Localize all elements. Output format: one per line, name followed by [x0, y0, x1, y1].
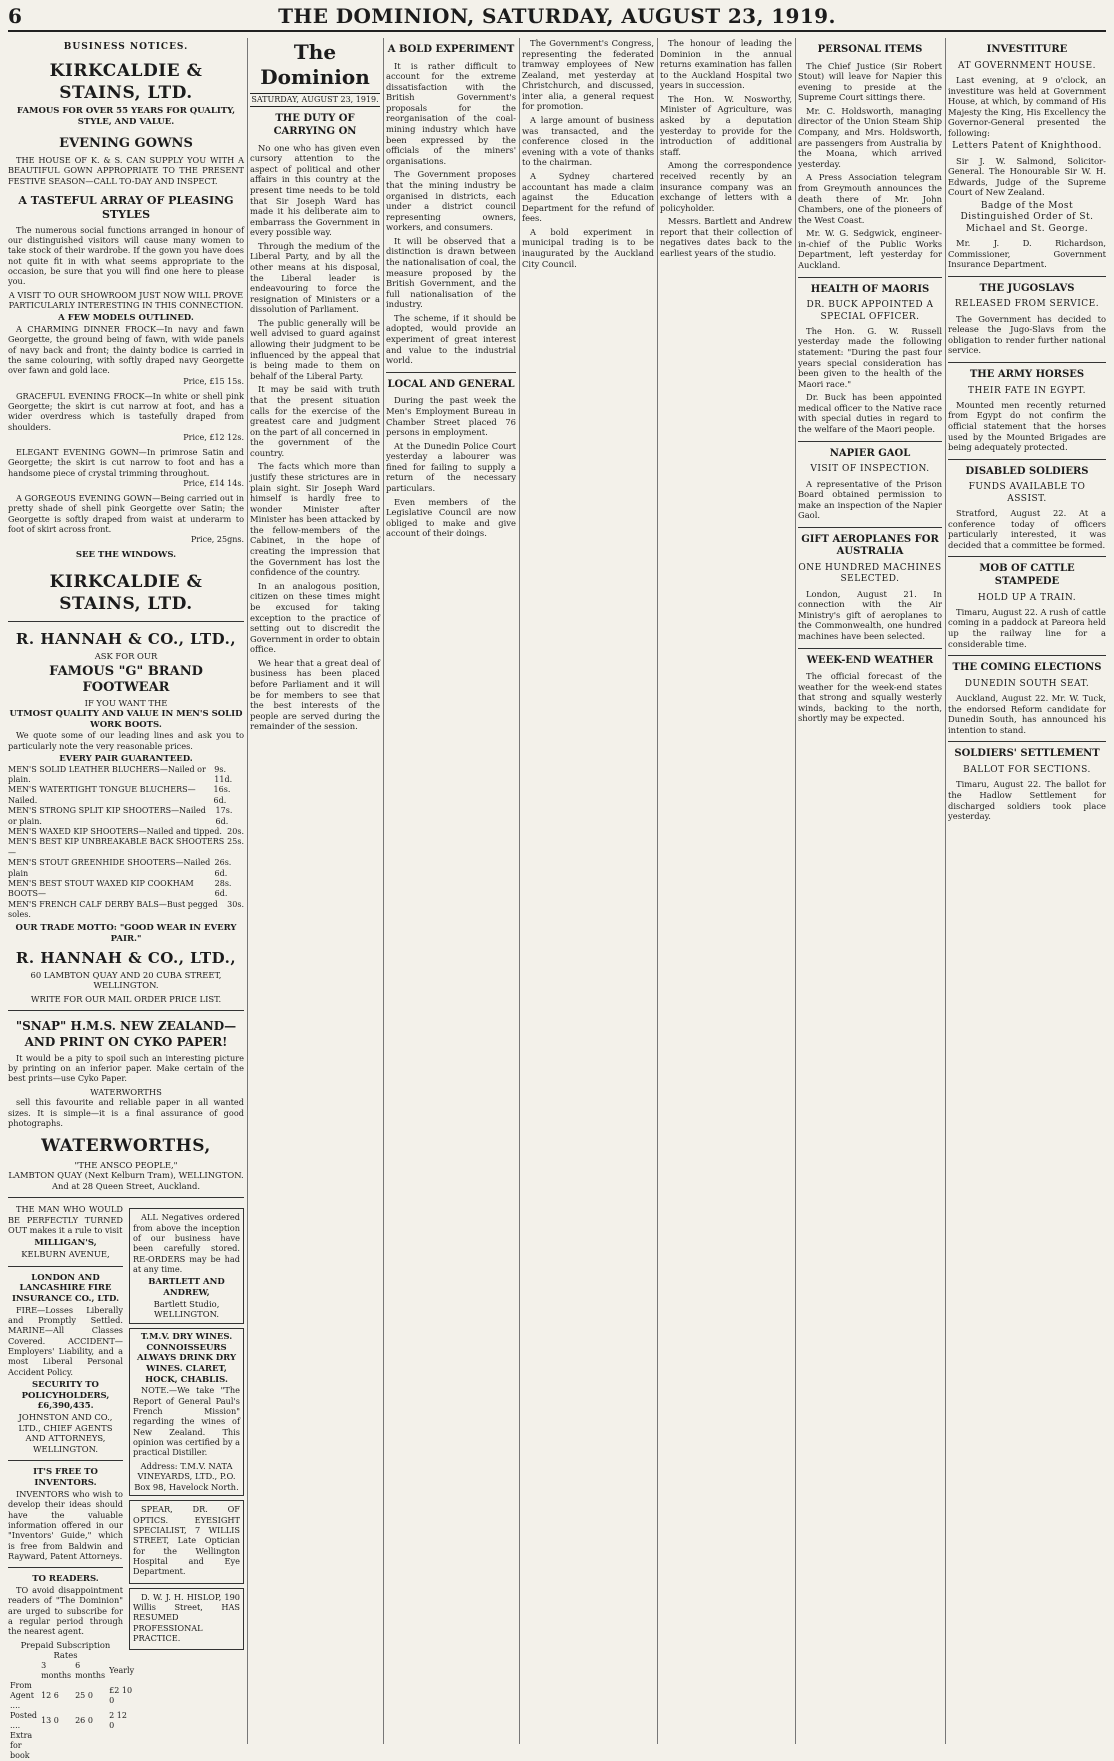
bartlett-address: Bartlett Studio, WELLINGTON. — [153, 1298, 220, 1320]
boot-price-row — [8, 806, 244, 827]
divider — [948, 556, 1106, 557]
boot-name: MEN'S FRENCH CALF DERBY BALS—Bust pegged soles. — [8, 899, 218, 920]
gown-price: Price, £12 12s. — [183, 432, 244, 442]
waterworths-body: sell this favourite and reliable paper in all wanted sizes. It is simple—it is a final assurance of good photographs. — [8, 1097, 244, 1128]
divider — [948, 362, 1106, 363]
divider — [948, 276, 1106, 277]
article-paragraph: At the Dunedin Police Court yesterday a labourer was fined for failing to supply a return of the necessary particulars. — [386, 440, 516, 493]
boot-name: MEN'S STOUT GREENHIDE SHOOTERS—Nailed plain — [8, 858, 211, 878]
column-rule — [657, 38, 658, 1744]
personal-heading: PERSONAL ITEMS — [817, 44, 923, 55]
rates-cell: 25 0 — [75, 1690, 93, 1700]
bartlett-ad — [129, 1208, 244, 1324]
gown-description: GRACEFUL EVENING FROCK—In white or shell pink Georgette; the skirt is cut narrow at foot, and has a wider overdress which is tastefully draped from shoulders. — [8, 390, 244, 432]
maoris-heading: HEALTH OF MAORIS — [810, 283, 930, 295]
bartlett-body: ALL Negatives ordered from above the inception of our business have been carefully stored. RE-ORDERS may be had at any time. — [133, 1212, 240, 1275]
inventors-body: INVENTORS who wish to develop their ideas should have the valuable information offered in our "Inventors' Guide," which is free from Baldwin and Rayward, Patent Attorneys. — [8, 1488, 123, 1561]
boot-name: MEN'S WAXED KIP SHOOTERS—Nailed and tipped. — [8, 826, 222, 836]
investiture-heading: INVESTITURE — [986, 44, 1068, 55]
disabled-subheading: FUNDS AVAILABLE TO ASSIST. — [968, 482, 1086, 504]
bold-experiment-heading: A BOLD EXPERIMENT — [387, 44, 515, 55]
kirkcaldie-name: KIRKCALDIE & STAINS, LTD. — [49, 61, 203, 103]
napier-subheading: VISIT OF INSPECTION. — [810, 464, 930, 475]
article-paragraph: A large amount of business was transacted, and the conference closed in the evening with a vote of thanks to the chairman. — [522, 115, 654, 168]
article-paragraph: The Government has decided to release the Jugo-Slavs from the obligation to render further national service. — [948, 313, 1106, 356]
every-pair: EVERY PAIR GUARANTEED. — [59, 753, 193, 764]
ask-for-line: ASK FOR OUR — [94, 650, 158, 661]
article-paragraph: The scheme, if it should be adopted, would provide an experiment of great interest and value to the industrial world. — [386, 312, 516, 366]
rates-header-cell: 3 months — [41, 1660, 72, 1680]
lancashire-body: FIRE—Losses Liberally and Promptly Settled. MARINE—All Classes Covered. ACCIDENT—Employers' Liability, and a most Liberal Personal Accident Policy. — [8, 1304, 123, 1377]
cattle-heading: MOB OF CATTLE STAMPEDE — [979, 563, 1075, 587]
editorial-column — [250, 38, 380, 1746]
article-paragraph: Mounted men recently returned from Egypt do not confirm the official statement that the horses used by the Mounted Brigades are being adequately protected. — [948, 399, 1106, 453]
article-paragraph: The Hon. W. Nosworthy, Minister of Agriculture, was asked by a deputation yesterday to provide for the introduction of additional staff. — [660, 93, 792, 157]
hannah-address: 60 LAMBTON QUAY AND 20 CUBA STREET, WELLINGTON. — [30, 969, 222, 991]
tasteful-body: The numerous social functions arranged in honour of our distinguished visitors will cause many women to take stock of their wardrobe. If the gown you have does not quite fit in with what seems appropriate to the occasion, be sure that you will find one here to please you. — [8, 224, 244, 287]
horses-subheading: THEIR FATE IN EGYPT. — [968, 385, 1086, 396]
subscription-label: Prepaid Subscription Rates — [20, 1639, 111, 1661]
inventors-heading: IT'S FREE TO INVENTORS. — [33, 1467, 98, 1489]
divider — [8, 1197, 244, 1198]
rates-cell: £2 10 0 — [109, 1685, 133, 1705]
article-paragraph: The Government's Congress, representing the federated tramway employees of New Zealand, met yesterday at Christchurch, and discussed, inter alia, a general request for promotion. — [522, 38, 654, 112]
divider — [798, 527, 942, 528]
boot-price-row — [8, 879, 244, 900]
dry-wines-body: NOTE.—We take "The Report of General Paul's French Mission" regarding the wines of New Zealand. This opinion was certified by a practical Distiller. — [133, 1385, 240, 1458]
boot-price: 30s. — [227, 899, 244, 909]
hannah-name: R. HANNAH & CO., LTD., — [15, 630, 237, 649]
boot-price-row — [8, 785, 244, 806]
divider — [798, 277, 942, 278]
news-column-2 — [660, 38, 792, 1746]
maoris-subheading: DR. BUCK APPOINTED A SPECIAL OFFICER. — [806, 300, 934, 322]
divider — [948, 741, 1106, 742]
security-line: SECURITY TO POLICYHOLDERS, £6,390,435. — [21, 1380, 110, 1412]
boot-price-row — [8, 900, 244, 921]
rates-row — [8, 1681, 136, 1711]
boot-price-row — [8, 827, 244, 837]
johnston-line: JOHNSTON AND CO., LTD., CHIEF AGENTS AND ATTORNEYS, WELLINGTON. — [18, 1412, 113, 1454]
small-ads-right — [129, 1204, 244, 1761]
article-paragraph: The official forecast of the weather for the week-end states that strong and squally westerly winds, backing to the north, shortly may be expected. — [798, 671, 942, 724]
gown-price: Price, £14 14s. — [183, 479, 244, 489]
article-paragraph: Even members of the Legislative Council are now obliged to make and give account of their doings. — [386, 496, 516, 539]
aeroplanes-subheading: ONE HUNDRED MACHINES SELECTED. — [798, 563, 942, 585]
article-paragraph: The public generally will be well advised to guard against allowing their judgment to be influenced by the appeal that is being made to them on behalf of the Liberal Party. — [250, 317, 380, 381]
small-ads-row — [8, 1204, 244, 1761]
boot-price-list — [8, 765, 244, 921]
dominion-title: The Dominion — [260, 40, 370, 90]
rates-row — [8, 1731, 136, 1761]
boot-price: 17s. 6d. — [215, 806, 233, 826]
waterworths-small: WATERWORTHS — [90, 1086, 162, 1097]
boot-name: MEN'S WATERTIGHT TONGUE BLUCHERS—Nailed. — [8, 785, 196, 805]
if-you-want-line: IF YOU WANT THE — [84, 698, 168, 709]
optical-body: SPEAR, DR. OF OPTICS. EYESIGHT SPECIALIST, 7 WILLIS STREET, Late Optician for the Wellington Hospital and Eye Department. — [133, 1504, 240, 1577]
rates-cell: 2 12 0 — [109, 1711, 127, 1731]
evening-gowns-heading: EVENING GOWNS — [59, 135, 193, 151]
see-windows: SEE THE WINDOWS. — [75, 549, 177, 560]
price-list-line: WRITE FOR OUR MAIL ORDER PRICE LIST. — [30, 993, 222, 1004]
quote-line: We quote some of our leading lines and ask you to particularly note the very reasonable prices. — [8, 730, 244, 751]
column-rule — [519, 38, 520, 1744]
column-rule — [383, 38, 384, 1744]
divider — [798, 441, 942, 442]
lancashire-name: LONDON AND LANCASHIRE FIRE INSURANCE CO., LTD. — [11, 1272, 120, 1305]
boot-name: MEN'S SOLID LEATHER BLUCHERS—Nailed or plain. — [8, 764, 206, 784]
personal-column — [798, 38, 942, 1746]
article-paragraph: Sir J. W. Salmond, Solicitor-General. The Honourable Sir W. H. Edwards, Judge of the Supreme Court of New Zealand. — [948, 155, 1106, 198]
rates-cell: 13 0 — [41, 1716, 59, 1726]
ansco-line: "THE ANSCO PEOPLE," — [74, 1159, 178, 1170]
rates-cell: 26 0 — [75, 1716, 93, 1726]
jugoslavs-heading: THE JUGOSLAVS — [979, 282, 1075, 294]
boot-name: MEN'S BEST STOUT WAXED KIP COOKHAM BOOTS— — [8, 878, 194, 899]
milligans-intro: THE MAN WHO WOULD BE PERFECTLY TURNED OUT makes it a rule to visit — [8, 1204, 123, 1236]
disabled-heading: DISABLED SOLDIERS — [965, 465, 1089, 477]
page-number: 6 — [8, 4, 22, 28]
local-general-heading: LOCAL AND GENERAL — [387, 378, 515, 390]
hislop-ad — [129, 1588, 244, 1651]
column-rule — [795, 38, 796, 1744]
article-paragraph: During the past week the Men's Employment Bureau in Chamber Street placed 76 persons in employment. — [386, 395, 516, 438]
divider — [798, 648, 942, 649]
newspaper-title: THE DOMINION, SATURDAY, AUGUST 23, 1919. — [278, 4, 836, 28]
boot-price: 9s. 11d. — [214, 764, 233, 784]
article-paragraph: No one who has given even cursory attention to the aspect of political and other affairs in this country at the present time needs to be told that Sir Joseph Ward has made it his deliberate aim to embarrass the Government in every possible way. — [250, 142, 380, 238]
rates-header-cell: 6 months — [75, 1660, 106, 1680]
boot-name: MEN'S BEST KIP UNBREAKABLE BACK SHOOTERS— — [8, 837, 225, 857]
divider — [386, 372, 516, 373]
article-paragraph: Dr. Buck has been appointed medical officer to the Native race with special duties in regard to the welfare of the Maori people. — [798, 392, 942, 435]
milligans-name: MILLIGAN'S, — [34, 1238, 97, 1249]
napier-heading: NAPIER GAOL — [829, 447, 911, 459]
visit-line: A VISIT TO OUR SHOWROOM JUST NOW WILL PROVE PARTICULARLY INTERESTING IN THIS CONNECTION. — [8, 289, 244, 310]
article-paragraph: The facts which more than justify these strictures are in plain sight. Sir Joseph Ward himself is hardly free to wonder Minister after Minister has been attacked by the fellow-members of the Cabinet, in the hope of creating the impression that the Government has lost the confidence of the country. — [250, 461, 380, 578]
article-paragraph: Stratford, August 22. At a conference today of officers particularly interested, it was decided that a committee be formed. — [948, 508, 1106, 550]
jugoslavs-subheading: RELEASED FROM SERVICE. — [954, 299, 1100, 310]
hannah-name-footer: R. HANNAH & CO., LTD., — [15, 948, 237, 967]
divider — [948, 459, 1106, 460]
article-paragraph: Through the medium of the Liberal Party, and by all the other means at his disposal, the Liberal leader is endeavouring to force the resignation of Ministers or a dissolution of Parliament. — [250, 240, 380, 315]
article-paragraph: Among the correspondence received recently by an insurance company was an exchange of letters with a policyholder. — [660, 160, 792, 213]
dominion-date: SATURDAY, AUGUST 23, 1919. — [250, 93, 380, 107]
article-paragraph: Mr. C. Holdsworth, managing director of the Union Steam Ship Company, and Mrs. Holdsworth, are passengers from Australia by the Moana, which arrived yesterday. — [798, 105, 942, 169]
article-paragraph: Last evening, at 9 o'clock, an investiture was held at Government House, at which, by command of His Majesty the King, His Excellency the Governor-General presented the following: — [948, 74, 1106, 138]
boot-price-row — [8, 858, 244, 879]
soldiers-subheading: BALLOT FOR SECTIONS. — [963, 765, 1091, 776]
utmost-quality: UTMOST QUALITY AND VALUE IN MEN'S SOLID WORK BOOTS. — [9, 708, 243, 730]
dry-wines-heading: T.M.V. DRY WINES. CONNOISSEURS ALWAYS DRINK DRY WINES. CLARET, HOCK, CHABLIS. — [136, 1331, 237, 1385]
waterworths-name: WATERWORTHS, — [41, 1136, 211, 1157]
article-paragraph: Auckland, August 22. Mr. W. Tuck, the endorsed Reform candidate for Dunedin South, has announced his intention to stand. — [948, 693, 1106, 735]
gown-price: Price, £15 15s. — [183, 376, 244, 386]
boot-price: 20s. — [227, 826, 244, 836]
article-paragraph: Mr. J. D. Richardson, Commissioner, Government Insurance Department. — [948, 238, 1106, 270]
gown-description: A GORGEOUS EVENING GOWN—Being carried out in pretty shade of shell pink Georgette over Satin; the Georgette is softly draped from waist at underarm to foot of skirt across front. — [8, 493, 244, 535]
boot-price: 25s. — [227, 837, 244, 847]
readers-body: TO avoid disappointment readers of "The Dominion" are urged to subscribe for a regular period through the nearest agent. — [8, 1584, 123, 1637]
article-paragraph: Timaru, August 22. The ballot for the Hadlow Settlement for discharged soldiers took place yesterday. — [948, 779, 1106, 822]
article-paragraph: It may be said with truth that the present situation calls for the exercise of the greatest care and judgment on the part of all concerned in the government of the country. — [250, 384, 380, 458]
optical-ad — [129, 1500, 244, 1583]
divider — [8, 1010, 244, 1011]
rates-header-cell: Yearly — [109, 1665, 135, 1675]
article-paragraph: A representative of the Prison Board obtained permission to make an inspection of the Napier Gaol. — [798, 478, 942, 521]
rates-row — [8, 1711, 136, 1731]
rates-cell: 12 6 — [41, 1690, 59, 1700]
bartlett-name: BARTLETT AND ANDREW, — [148, 1277, 225, 1299]
divider — [8, 621, 244, 622]
dry-wines-ad — [129, 1328, 244, 1497]
soldiers-heading: SOLDIERS' SETTLEMENT — [954, 748, 1100, 760]
duty-heading: THE DUTY OF CARRYING ON — [273, 113, 357, 138]
divider — [8, 1460, 123, 1461]
divider — [8, 1266, 123, 1267]
gown-description: ELEGANT EVENING GOWN—In primrose Satin and Georgette; the skirt is cut narrow to foot and has a handsome piece of crystal trimming throughout. — [8, 447, 244, 478]
divider — [8, 1567, 123, 1568]
rates-header-row — [8, 1661, 136, 1681]
rates-label: Posted .... — [10, 1711, 38, 1731]
gown-description: A CHARMING DINNER FROCK—In navy and fawn Georgette, the ground being of fawn, with wide panels of navy back and front; the dainty bodice is carried in the same colouring, with softly draped navy Georgette over fawn and gold lace. — [8, 323, 244, 376]
article-paragraph: The honour of leading the Dominion in the annual returns examination has fallen to the Auckland Hospital two years in succession. — [660, 38, 792, 91]
boot-price: 26s. 6d. — [214, 858, 232, 878]
waterworths-address-2: And at 28 Queen Street, Auckland. — [51, 1180, 201, 1191]
rates-label: From Agent .... — [10, 1680, 34, 1710]
snap-body: It would be a pity to spoil such an interesting picture by printing on an inferior paper. Make certain of the best prints—use Cyko Paper. — [8, 1052, 244, 1084]
kirkcaldie-tagline: FAMOUS FOR OVER 55 YEARS FOR QUALITY, STYLE, AND VALUE. — [16, 106, 236, 127]
cattle-subheading: HOLD UP A TRAIN. — [977, 592, 1077, 603]
article-paragraph: The Hon. G. W. Russell yesterday made the following statement: "During the past four years special consideration has been given to the health of the Maori race." — [798, 325, 942, 389]
trade-motto: OUR TRADE MOTTO: "GOOD WEAR IN EVERY PAIR." — [15, 923, 237, 945]
business-notices-label: BUSINESS NOTICES. — [63, 42, 189, 52]
waterworths-address: LAMBTON QUAY (Next Kelburn Tram), WELLINGTON. — [8, 1170, 244, 1181]
boot-price: 28s. 6d. — [214, 878, 232, 899]
kirkcaldie-name-footer: KIRKCALDIE & STAINS, LTD. — [49, 572, 203, 614]
famous-g-heading: FAMOUS "G" BRAND FOOTWEAR — [49, 663, 203, 695]
news-column — [522, 38, 654, 1746]
weather-heading: WEEK-END WEATHER — [806, 654, 934, 666]
column-rule — [945, 38, 946, 1744]
hislop-body: D. W. J. H. HISLOP, 190 Willis Street, HAS RESUMED PROFESSIONAL PRACTICE. — [133, 1591, 240, 1644]
elections-subheading: DUNEDIN SOUTH SEAT. — [964, 678, 1090, 689]
boot-price-row — [8, 837, 244, 858]
aeroplanes-heading: GIFT AEROPLANES FOR AUSTRALIA — [801, 533, 939, 558]
horses-heading: THE ARMY HORSES — [969, 368, 1085, 380]
boot-price: 16s. 6d. — [213, 785, 231, 805]
tasteful-heading: A TASTEFUL ARRAY OF PLEASING STYLES — [18, 193, 234, 221]
boot-name: MEN'S STRONG SPLIT KIP SHOOTERS—Nailed or plain. — [8, 806, 206, 826]
tmv-address: Address: T.M.V. NATA VINEYARDS, LTD., P.O. Box 98, Havelock North. — [134, 1460, 239, 1492]
investiture-column — [948, 38, 1106, 1746]
letters-patent: Letters Patent of Knighthood. — [952, 141, 1102, 152]
gowns-intro: THE HOUSE OF K. & S. CAN SUPPLY YOU WITH A BEAUTIFUL GOWN APPROPRIATE TO THE PRESENT FESTIVE SEASON—CALL TO-DAY AND INSPECT. — [8, 154, 244, 186]
models-outlined: A FEW MODELS OUTLINED. — [58, 313, 194, 324]
article-paragraph: It will be observed that a distinction is drawn between the nationalisation of coal, the measure proposed by the British Government, and the full nationalisation of the industry. — [386, 235, 516, 310]
rates-label: Extra for book — [10, 1731, 33, 1761]
article-paragraph: It is rather difficult to account for the extreme dissatisfaction with the British Government's proposals for the reorganisation of the coal-mining industry which have been expressed by the officials of the miners' organisations. — [386, 60, 516, 166]
article-paragraph: The Government proposes that the mining industry be organised in districts, each under a district council representing owners, workers, and consumers. — [386, 169, 516, 233]
small-ads-left — [8, 1204, 135, 1761]
article-paragraph: A bold experiment in municipal trading is to be inaugurated by the Auckland City Council. — [522, 226, 654, 269]
article-paragraph: Mr. W. G. Sedgwick, engineer-in-chief of the Public Works Department, left yesterday for Auckland. — [798, 228, 942, 270]
readers-heading: TO READERS. — [32, 1574, 99, 1585]
editorial-column-2 — [386, 38, 516, 1746]
article-paragraph: Timaru, August 22. A rush of cattle coming in a paddock at Pareora held up the railway line for a considerable time. — [948, 606, 1106, 649]
article-paragraph: London, August 21. In connection with the Air Ministry's gift of aeroplanes to the Commonwealth, one hundred machines have been selected. — [798, 588, 942, 641]
article-paragraph: The Chief Justice (Sir Robert Stout) will leave for Napier this evening to preside at the Supreme Court sittings there. — [798, 60, 942, 103]
investiture-subheading: AT GOVERNMENT HOUSE. — [958, 60, 1096, 71]
elections-heading: THE COMING ELECTIONS — [952, 662, 1102, 674]
column-rule — [247, 38, 248, 1744]
article-paragraph: A Press Association telegram from Greymouth announces the death there of Mr. John Chambers, one of the pioneers of the West Coast. — [798, 172, 942, 225]
article-paragraph: A Sydney chartered accountant has made a claim against the Education Department for the refund of fees. — [522, 170, 654, 224]
snap-heading: "SNAP" H.M.S. NEW ZEALAND— AND PRINT ON CYKO PAPER! — [15, 1019, 237, 1049]
badge-heading: Badge of the Most Distinguished Order of St. Michael and St. George. — [960, 201, 1094, 234]
masthead — [8, 4, 1106, 32]
gown-price: Price, 25gns. — [190, 535, 244, 545]
advertisement-column — [8, 38, 244, 1761]
boot-price-row — [8, 765, 244, 786]
divider — [948, 655, 1106, 656]
article-paragraph: Messrs. Bartlett and Andrew report that their collection of negatives dates back to the earliest years of the studio. — [660, 216, 792, 258]
milligans-address: KELBURN AVENUE, — [21, 1249, 110, 1260]
article-paragraph: We hear that a great deal of business has been placed before Parliament and it will be for members to see that the best interests of the people are served during the remainder of the session. — [250, 657, 380, 732]
article-paragraph: In an analogous position, citizen on these times might be excused for taking exception to the practice of setting out to discredit the Government in order to obtain office. — [250, 580, 380, 655]
subscription-rates-table — [8, 1661, 136, 1761]
